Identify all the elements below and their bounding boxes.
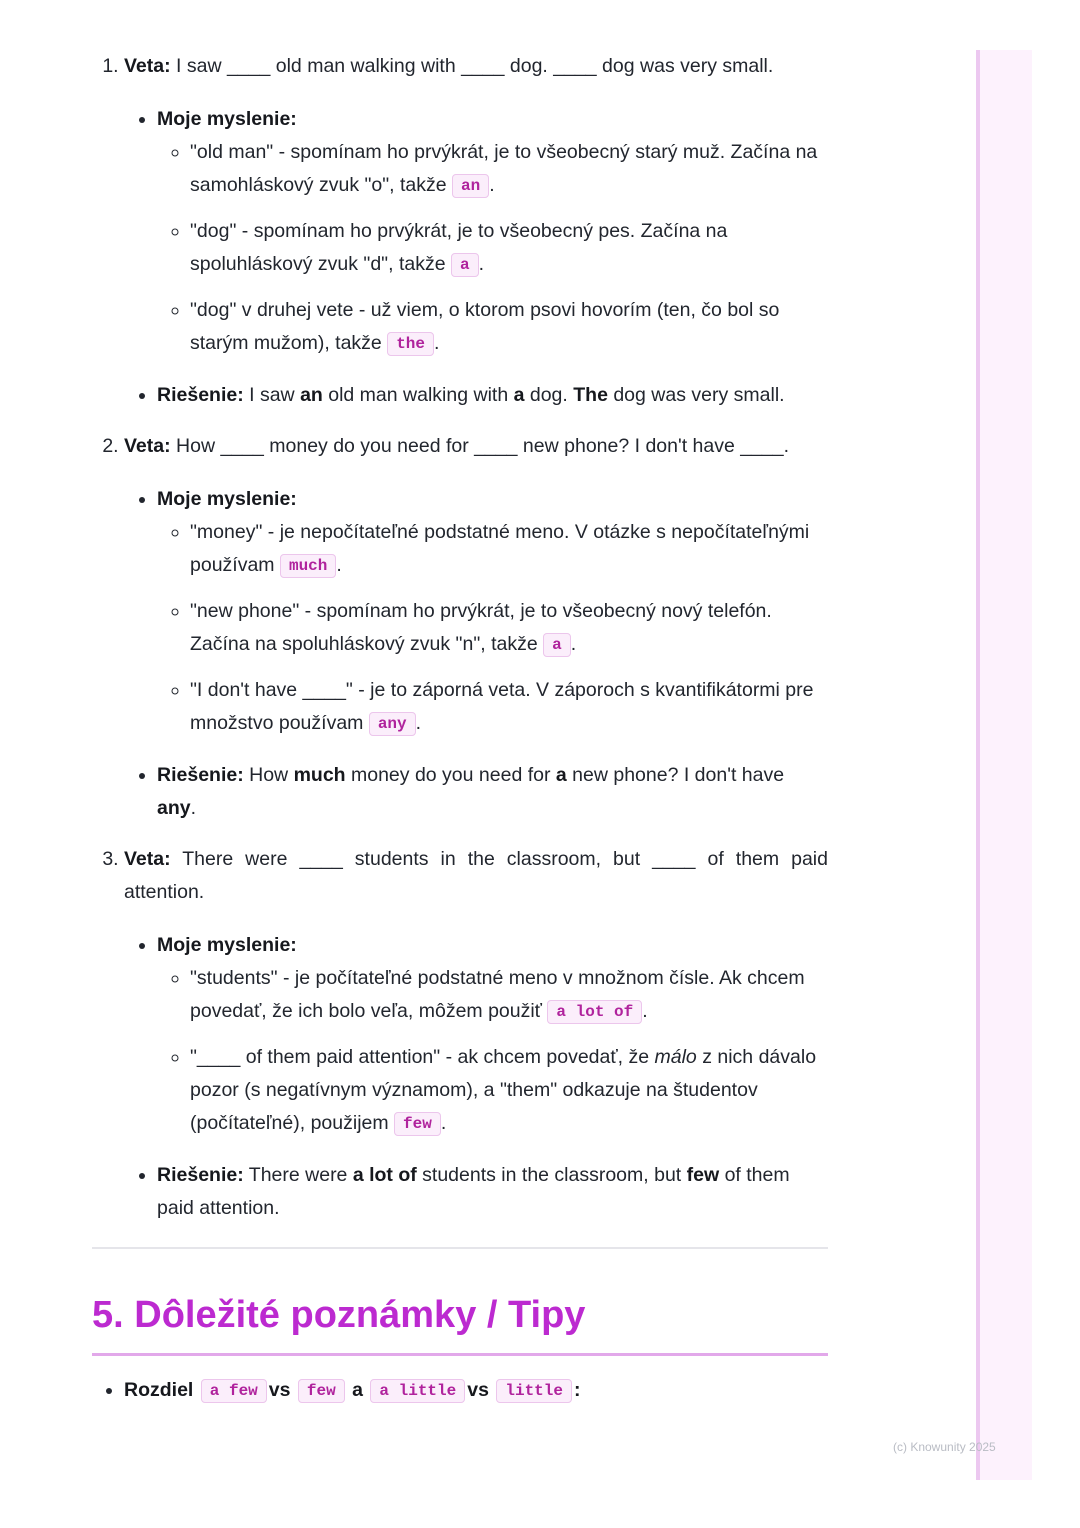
thinking-note: ◦ "dog" - spomínam ho prvýkrát, je to všeobecný pes. Začína na spoluhláskový zvuk "d", takže a .	[190, 215, 828, 282]
exercise-item-2	[124, 430, 828, 825]
thinking-note: ◦ "new phone" - spomínam ho prvýkrát, je to všeobecný nový telefón. Začína na spoluhláskový zvuk "n", takže a .	[190, 595, 828, 662]
sentence: 1. Veta: I saw ____ old man walking with ____ dog. ____ dog was very small.	[124, 55, 774, 77]
code-snippet: a few	[201, 1379, 267, 1403]
thinking-note: ◦ "money" - je nepočítateľné podstatné meno. V otázke s nepočítateľnými používam much .	[190, 516, 828, 583]
code-snippet: a	[543, 633, 571, 657]
tips-list	[92, 1374, 828, 1408]
thinking-note: ◦ "dog" v druhej vete - už viem, o ktorom psovi hovorím (ten, čo bol so starým mužom), takže the .	[190, 294, 828, 361]
thinking-block: • Moje myslenie: ◦ "old man" - spomínam ho prvýkrát, je to všeobecný starý muž. Začína na samohláskový zvuk "o", takže an . ◦ "dog" - spomínam ho prvýkrát, je to všeobecný pes. Začína na spoluhláskový zvuk "d", takže a . ◦ "dog" v druhej vete - už viem, o ktorom psovi hovorím (ten, čo bol so starým mužom), takže the .	[157, 103, 828, 361]
solution: • Riešenie: I saw an old man walking with a dog. The dog was very small.	[157, 379, 828, 412]
tip-item: • Rozdiel a few vs few a a little vs little :	[124, 1374, 828, 1408]
thinking-note: ◦ "students" - je počítateľné podstatné meno v množnom čísle. Ak chcem povedať, že ich bolo veľa, môžem použiť a lot of .	[190, 962, 828, 1029]
code-snippet: an	[452, 174, 489, 198]
right-sidebar	[976, 50, 1032, 1480]
code-snippet: few	[298, 1379, 345, 1403]
code-snippet: a	[451, 253, 479, 277]
code-snippet: a lot of	[547, 1000, 642, 1024]
code-snippet: little	[496, 1379, 572, 1403]
section-heading: 5. Dôležité poznámky / Tipy	[92, 1291, 828, 1356]
exercise-list	[92, 50, 828, 1225]
watermark: (c) Knowunity 2025	[893, 1440, 996, 1454]
thinking-block: • Moje myslenie: ◦ "money" - je nepočítateľné podstatné meno. V otázke s nepočítateľnými používam much . ◦ "new phone" - spomínam ho prvýkrát, je to všeobecný nový telefón. Začína na spoluhláskový zvuk "n", takže a . ◦ "I don't have ____" - je to záporná veta. V záporoch s kvantifikátormi pre množstvo používam any .	[157, 483, 828, 741]
thinking-note: ◦ "____ of them paid attention" - ak chcem povedať, že málo z nich dávalo pozor (s negatívnym významom), a "them" odkazuje na študentov (počítateľné), použijem few .	[190, 1041, 828, 1141]
thinking-block: • Moje myslenie: ◦ "students" - je počítateľné podstatné meno v množnom čísle. Ak chcem povedať, že ich bolo veľa, môžem použiť a lot of . ◦ "____ of them paid attention" - ak chcem povedať, že málo z nich dávalo pozor (s negatívnym významom), a "them" odkazuje na študentov (počítateľné), použijem few .	[157, 929, 828, 1141]
document-content	[92, 50, 828, 1408]
sentence: 2. Veta: How ____ money do you need for ____ new phone? I don't have ____.	[124, 435, 790, 457]
thinking-note: ◦ "old man" - spomínam ho prvýkrát, je to všeobecný starý muž. Začína na samohláskový zvuk "o", takže an .	[190, 136, 828, 203]
code-snippet: much	[280, 554, 336, 578]
solution: • Riešenie: How much money do you need for a new phone? I don't have any.	[157, 759, 828, 825]
sentence: 3. Veta: There were ____ students in the classroom, but ____ of them paid attention.	[124, 848, 828, 903]
thinking-note: ◦ "I don't have ____" - je to záporná veta. V záporoch s kvantifikátormi pre množstvo používam any .	[190, 674, 828, 741]
code-snippet: a little	[370, 1379, 465, 1403]
solution: • Riešenie: There were a lot of students in the classroom, but few of them paid attention.	[157, 1159, 828, 1225]
exercise-item-1	[124, 50, 828, 412]
code-snippet: any	[369, 712, 416, 736]
code-snippet: few	[394, 1112, 441, 1136]
exercise-item-3	[124, 843, 828, 1225]
code-snippet: the	[387, 332, 434, 356]
section-divider	[92, 1247, 828, 1249]
